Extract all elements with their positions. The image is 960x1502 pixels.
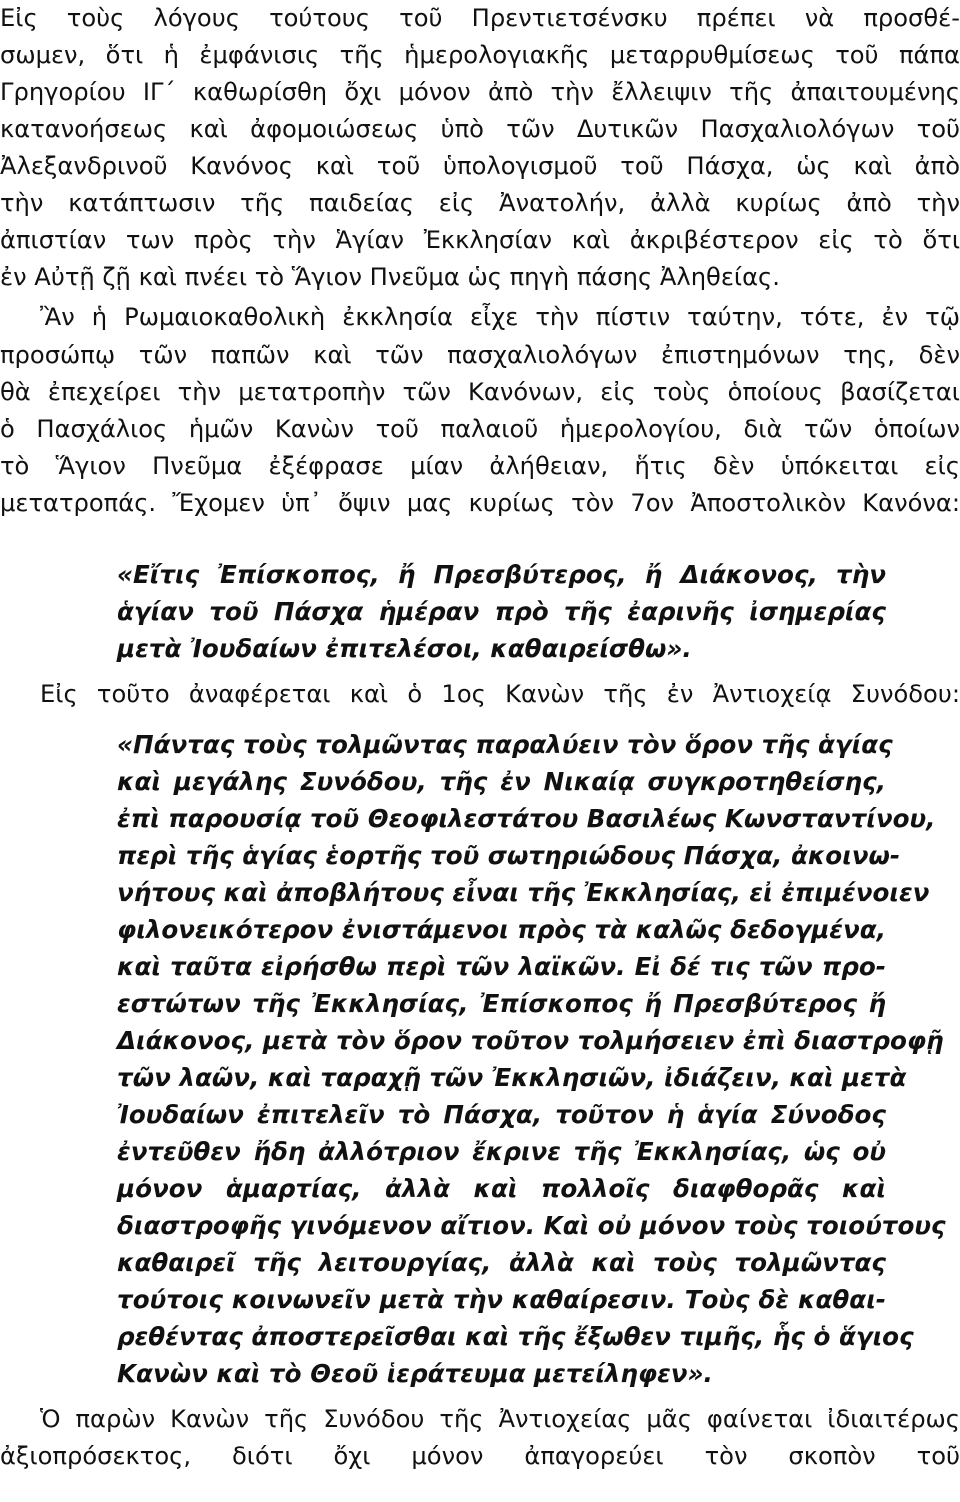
paragraph-2-line-1: Ἂν ἡ Ρωμαιοκαθολικὴ ἐκκλησία εἶχε τὴν πίστιν ταύτην, τότε, ἐν τῷ <box>40 303 960 331</box>
quote-2-line-3: ἐπὶ παρουσίᾳ τοῦ Θεοφιλεστάτου Βασιλέως Κωνσταντίνου, <box>117 804 936 833</box>
quote-2-line-12: ἐντεῦθεν ἤδη ἀλλότριον ἔκρινε τῆς Ἐκκλησίας, ὡς οὐ <box>117 1137 886 1166</box>
paragraph-1-line-1: Εἰς τοὺς λόγους τούτους τοῦ Πρεντιετσένσκυ πρέπει νὰ προσθέ- <box>0 4 960 32</box>
paragraph-1-line-7: ἀπιστίαν των πρὸς τὴν Ἁγίαν Ἐκκλησίαν καὶ ἀκριβέστερον εἰς τὸ ὅτι <box>0 226 960 254</box>
quote-2-line-16: τούτοις κοινωνεῖν μετὰ τὴν καθαίρεσιν. Τοὺς δὲ καθαι- <box>117 1285 886 1314</box>
quote-1-line-3: μετὰ Ἰουδαίων ἐπιτελέσοι, καθαιρείσθω». <box>117 634 692 663</box>
paragraph-1-line-2: σωμεν, ὅτι ἡ ἐμφάνισις τῆς ἡμερολογιακῆς μεταρρυθμίσεως τοῦ πάπα <box>0 41 960 69</box>
quote-1-line-2: ἁγίαν τοῦ Πάσχα ἡμέραν πρὸ τῆς ἐαρινῆς ἰσημερίας <box>117 597 886 626</box>
paragraph-2-line-2: προσώπῳ τῶν παπῶν καὶ τῶν πασχαλιολόγων ἐπιστημόνων της, δὲν <box>0 341 960 369</box>
paragraph-2-line-6: μετατροπάς. Ἔχομεν ὑπ᾽ ὄψιν μας κυρίως τὸν 7ον Ἀποστολικὸν Κανόνα: <box>0 489 960 517</box>
paragraph-1-line-6: τὴν κατάπτωσιν τῆς παιδείας εἰς Ἀνατολήν, ἀλλὰ κυρίως ἀπὸ τὴν <box>0 189 960 217</box>
paragraph-2-line-4: ὁ Πασχάλιος ἡμῶν Κανὼν τοῦ παλαιοῦ ἡμερολογίου, διὰ τῶν ὁποίων <box>0 415 960 443</box>
quote-1-line-1: «Εἴτις Ἐπίσκοπος, ἤ Πρεσβύτερος, ἤ Διάκονος, τὴν <box>117 560 886 589</box>
paragraph-2-line-5: τὸ Ἅγιον Πνεῦμα ἐξέφρασε μίαν ἀλήθειαν, ἥτις δὲν ὑπόκειται εἰς <box>0 452 960 480</box>
quote-2-line-9: Διάκονος, μετὰ τὸν ὅρον τοῦτον τολμήσειεν ἐπὶ διαστροφῇ <box>117 1026 944 1055</box>
quote-2-line-10: τῶν λαῶν, καὶ ταραχῇ τῶν Ἐκκλησιῶν, ἰδιάζειν, καὶ μετὰ <box>117 1063 907 1092</box>
paragraph-3-line-1: Εἰς τοῦτο ἀναφέρεται καὶ ὁ 1ος Κανὼν τῆς ἐν Ἀντιοχείᾳ Συνόδου: <box>40 680 960 708</box>
quote-2-line-15: καθαιρεῖ τῆς λειτουργίας, ἀλλὰ καὶ τοὺς τολμῶντας <box>117 1248 886 1277</box>
paragraph-4-line-2: ἀξιοπρόσεκτος, διότι ὄχι μόνον ἀπαγορεύει τὸν σκοπὸν τοῦ <box>0 1442 960 1470</box>
quote-2-line-4: περὶ τῆς ἁγίας ἑορτῆς τοῦ σωτηριώδους Πάσχα, ἀκοινω- <box>117 841 901 870</box>
quote-2-line-5: νήτους καὶ ἀποβλήτους εἶναι τῆς Ἐκκλησίας, εἰ ἐπιμένοιεν <box>117 878 930 907</box>
quote-2-line-17: ρεθέντας ἀποστερεῖσθαι καὶ τῆς ἔξωθεν τιμῆς, ἧς ὁ ἅγιος <box>117 1322 914 1351</box>
paragraph-1-line-3: Γρηγορίου ΙΓ´ καθωρίσθη ὄχι μόνον ἀπὸ τὴν ἔλλειψιν τῆς ἀπαιτουμένης <box>0 78 960 106</box>
quote-2-line-18: Κανὼν καὶ τὸ Θεοῦ ἱεράτευμα μετείληφεν». <box>117 1359 713 1388</box>
quote-2-line-6: φιλονεικότερον ἐνιστάμενοι πρὸς τὰ καλῶς δεδογμένα, <box>117 915 886 944</box>
paragraph-1-line-8: ἐν Αὐτῇ ζῇ καὶ πνέει τὸ Ἅγιον Πνεῦμα ὡς πηγὴ πάσης Ἀληθείας. <box>0 263 780 291</box>
quote-2-line-7: καὶ ταῦτα εἰρήσθω περὶ τῶν λαϊκῶν. Εἰ δέ τις τῶν προ- <box>117 952 886 981</box>
quote-2-line-2: καὶ μεγάλης Συνόδου, τῆς ἐν Νικαίᾳ συγκροτηθείσης, <box>117 767 886 796</box>
paragraph-2-line-3: θὰ ἐπεχείρει τὴν μετατροπὴν τῶν Κανόνων, εἰς τοὺς ὁποίους βασίζεται <box>0 378 960 406</box>
paragraph-1-line-5: Ἀλεξανδρινοῦ Κανόνος καὶ τοῦ ὑπολογισμοῦ τοῦ Πάσχα, ὡς καὶ ἀπὸ <box>0 152 960 180</box>
quote-2-line-14: διαστροφῆς γινόμενον αἴτιον. Καὶ οὐ μόνον τοὺς τοιούτους <box>117 1211 946 1240</box>
quote-2-line-8: εστώτων τῆς Ἐκκλησίας, Ἐπίσκοπος ἤ Πρεσβύτερος ἤ <box>117 989 886 1018</box>
paragraph-4-line-1: Ὁ παρὼν Κανὼν τῆς Συνόδου τῆς Ἀντιοχείας μᾶς φαίνεται ἰδιαιτέρως <box>40 1405 960 1433</box>
quote-2-line-11: Ἰουδαίων ἐπιτελεῖν τὸ Πάσχα, τοῦτον ἡ ἁγία Σύνοδος <box>117 1100 886 1129</box>
paragraph-1-line-4: κατανοήσεως καὶ ἀφομοιώσεως ὑπὸ τῶν Δυτικῶν Πασχαλιολόγων τοῦ <box>0 115 960 143</box>
quote-2-line-1: «Πάντας τοὺς τολμῶντας παραλύειν τὸν ὅρον τῆς ἁγίας <box>117 730 893 759</box>
quote-2-line-13: μόνον ἁμαρτίας, ἀλλὰ καὶ πολλοῖς διαφθορᾶς καὶ <box>117 1174 886 1203</box>
